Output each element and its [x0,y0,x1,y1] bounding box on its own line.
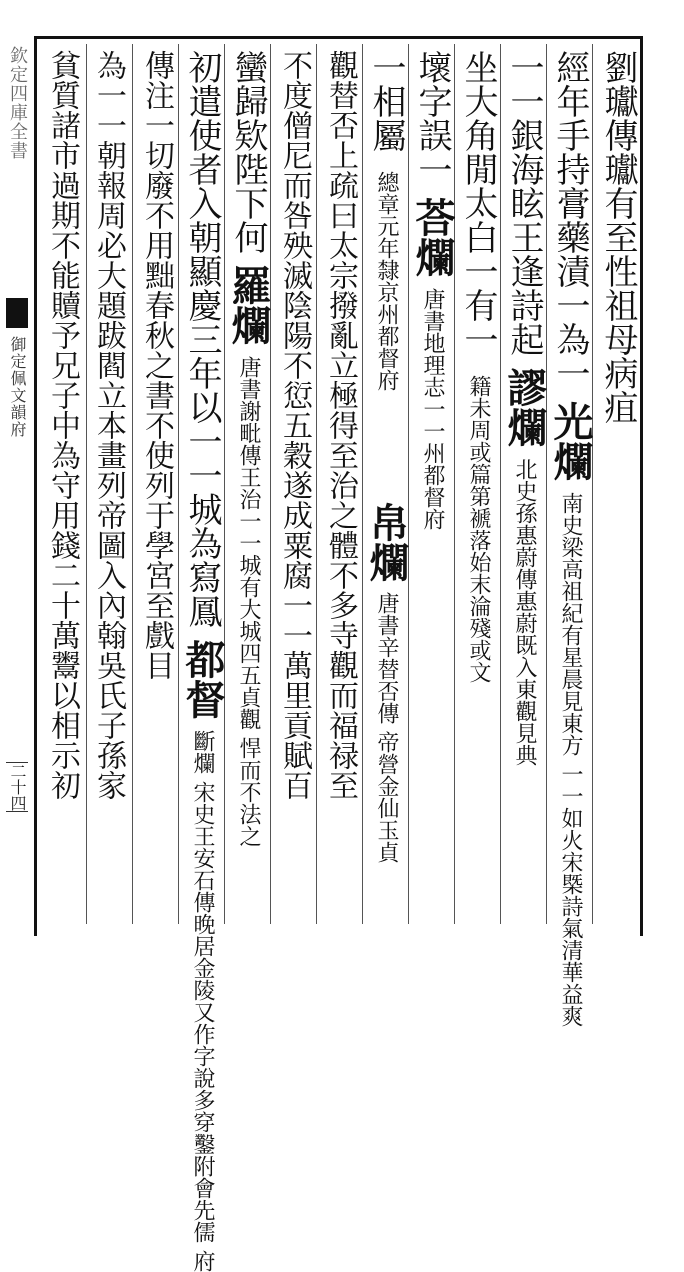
fishtail-mark [6,298,28,328]
annotation: 唐書地理志一一州都督府 [420,287,445,530]
column-text: 經年手持膏藥漬一為一 [550,50,590,390]
text-column-5 [410,50,456,930]
text-column-8 [272,50,318,930]
annotation: 籍未周或篇第褫落始末淪殘或文 [466,374,491,683]
column-text: 初遣使者入朝顯慶三年以一一城為寫鳳 [182,50,222,628]
text-column-1 [594,50,642,930]
annotation: 斷爛 宋史王安石傳晚居金陵又作字說多穿鑿附會先儒 府 [190,729,215,1272]
annotation: 唐書辛替否傳 帝營金仙玉貞 [374,592,399,864]
column-text: 一一銀海眩王逢詩起 [504,50,544,356]
column-text: 傳注一切廢不用黜春秋之書不使列于學宮至戲目 [139,50,174,680]
page-number: 二十四 [8,763,27,811]
text-column-9 [226,50,272,930]
column-text: 一相屬 [366,50,406,152]
headword: 荅爛 [409,196,456,277]
text-column-11 [134,50,180,930]
headword: 光爛 [547,400,594,481]
headword: 都督 [179,638,226,719]
column-text: 貧質諸市過期不能贖予兄子中為守用錢二十萬鬻以相示初 [45,50,80,800]
annotation: 北史孫惠蔚傳惠蔚既入東觀見典 [512,457,537,766]
annotation: 南史梁高祖紀有星晨見東方 一一如火宋槩詩氣清華益爽 [558,491,583,1027]
annotation: 唐書謝毗傳王治一一城有大城四五貞觀 悍而不法之 [236,355,261,847]
text-column-4 [456,50,502,930]
headword: 羅爛 [225,264,272,345]
text-column-10 [179,50,226,1272]
annotation: 總章元年隸京州都督府 [374,170,399,391]
frame-top-border [34,36,642,39]
column-text: 劉瓛傳瓛有至性祖母病疽 [598,50,638,424]
column-text: 壞字誤一 [412,50,452,186]
column-text: 觀替否上疏曰太宗撥亂立極得至治之體不多寺觀而福禄至 [323,50,358,800]
column-text: 蠻歸欵陛下何 [228,50,268,254]
text-column-13 [40,50,86,930]
book-title: 欽定四庫全書 [7,46,28,160]
headword [40,741,41,930]
text-column-3 [502,50,548,930]
column-text: 不度僧尼而咎殃滅陰陽不愆五穀遂成粟腐一一萬里貢賦百 [277,50,312,800]
column-text: 坐大角閒太白一有一 [458,50,498,356]
margin-strip [0,36,35,936]
headword: 帛爛 [363,501,410,582]
frame-left-border [34,36,37,936]
work-title: 御定佩文韻府 [8,336,27,438]
text-column-12 [88,50,132,930]
text-column-7 [318,50,364,930]
column-text: 為一一朝報周必大題跋閻立本畫列帝圖入內翰吳氏子孫家 [91,50,126,800]
headword: 謬爛 [501,366,548,447]
text-column-6 [364,50,410,930]
text-column-2 [547,50,594,1027]
